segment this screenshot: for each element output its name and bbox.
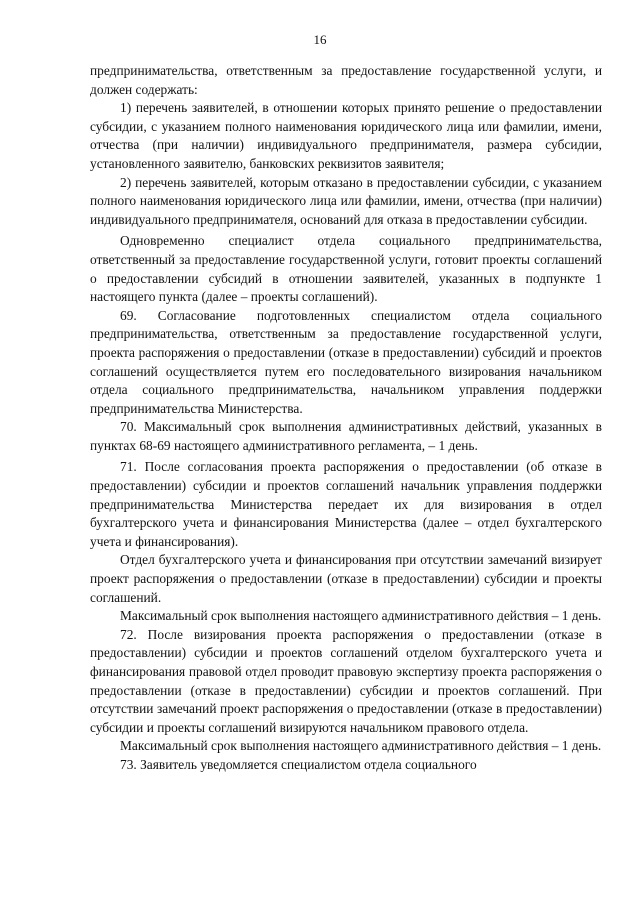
document-body bbox=[90, 62, 602, 775]
paragraph-max-term-2: Максимальный срок выполнения настоящего административного действия – 1 день. bbox=[120, 738, 602, 754]
paragraph-73: 73. Заявитель уведомляется специалистом отдела социального bbox=[120, 756, 477, 772]
paragraph-continuation: предпринимательства, ответственным за предоставление государственной услуги, и должен содержать: bbox=[90, 63, 602, 97]
paragraph-69: 69. Согласование подготовленных специалистом отдела социального предпринимательства, ответственным за предоставление государственной услуги, проекта распоряжения о предоставлении (отказе в предоставлении) субсидий и проектов соглашений осуществляется путем его последовательного визирования начальником отдела социального предпринимательства, начальником управления поддержки предпринимательства Министерства. bbox=[90, 307, 602, 416]
list-item-1: 1) перечень заявителей, в отношении которых принято решение о предоставлении субсидии, с указанием полного наименования юридического лица или фамилии, имени, отчества (при наличии) индивидуального предпринимателя, размера субсидии, установленного заявителю, банковских реквизитов заявителя; bbox=[90, 100, 602, 171]
paragraph-accounting-dept: Отдел бухгалтерского учета и финансирования при отсутствии замечаний визирует проект распоряжения о предоставлении (отказе в предоставлении) субсидии и проекты соглашений. bbox=[90, 552, 602, 605]
paragraph-simultaneously: Одновременно специалист отдела социального предпринимательства, ответственный за предоставление государственной услуги, готовит проекты соглашений о предоставлении субсидий в отношении заявителей, указанных в подпункте 1 настоящего пункта (далее – проекты соглашений). bbox=[90, 233, 602, 305]
paragraph-72: 72. После визирования проекта распоряжения о предоставлении (отказе в предоставлении) субсидии и проектов соглашений отделом бухгалтерского учета и финансирования правовой отдел проводит правовую экспертизу проекта распоряжения о предоставлении (отказе в предоставлении) субсидии и проектов соглашений. При отсутствии замечаний проект распоряжения о предоставлении (отказе в предоставлении) субсидии и проекты соглашений визируются начальником правового отдела. bbox=[90, 626, 602, 735]
paragraph-71: 71. После согласования проекта распоряжения о предоставлении (об отказе в предоставлении) субсидии и проектов соглашений начальник управления поддержки предпринимательства Министерства передает их для визирования в отдел бухгалтерского учета и финансирования Министерства (далее – отдел бухгалтерского учета и финансирования). bbox=[90, 459, 602, 549]
page-number: 16 bbox=[313, 32, 327, 47]
paragraph-70: 70. Максимальный срок выполнения административных действий, указанных в пунктах 68-69 настоящего административного регламента, – 1 день. bbox=[90, 419, 602, 453]
list-item-2: 2) перечень заявителей, которым отказано в предоставлении субсидии, с указанием полного наименования юридического лица или фамилии, имени, отчества (при наличии) индивидуального предпринимателя, оснований для отказа в предоставлении субсидии. bbox=[90, 174, 602, 227]
paragraph-max-term-1: Максимальный срок выполнения настоящего административного действия – 1 день. bbox=[120, 608, 602, 624]
